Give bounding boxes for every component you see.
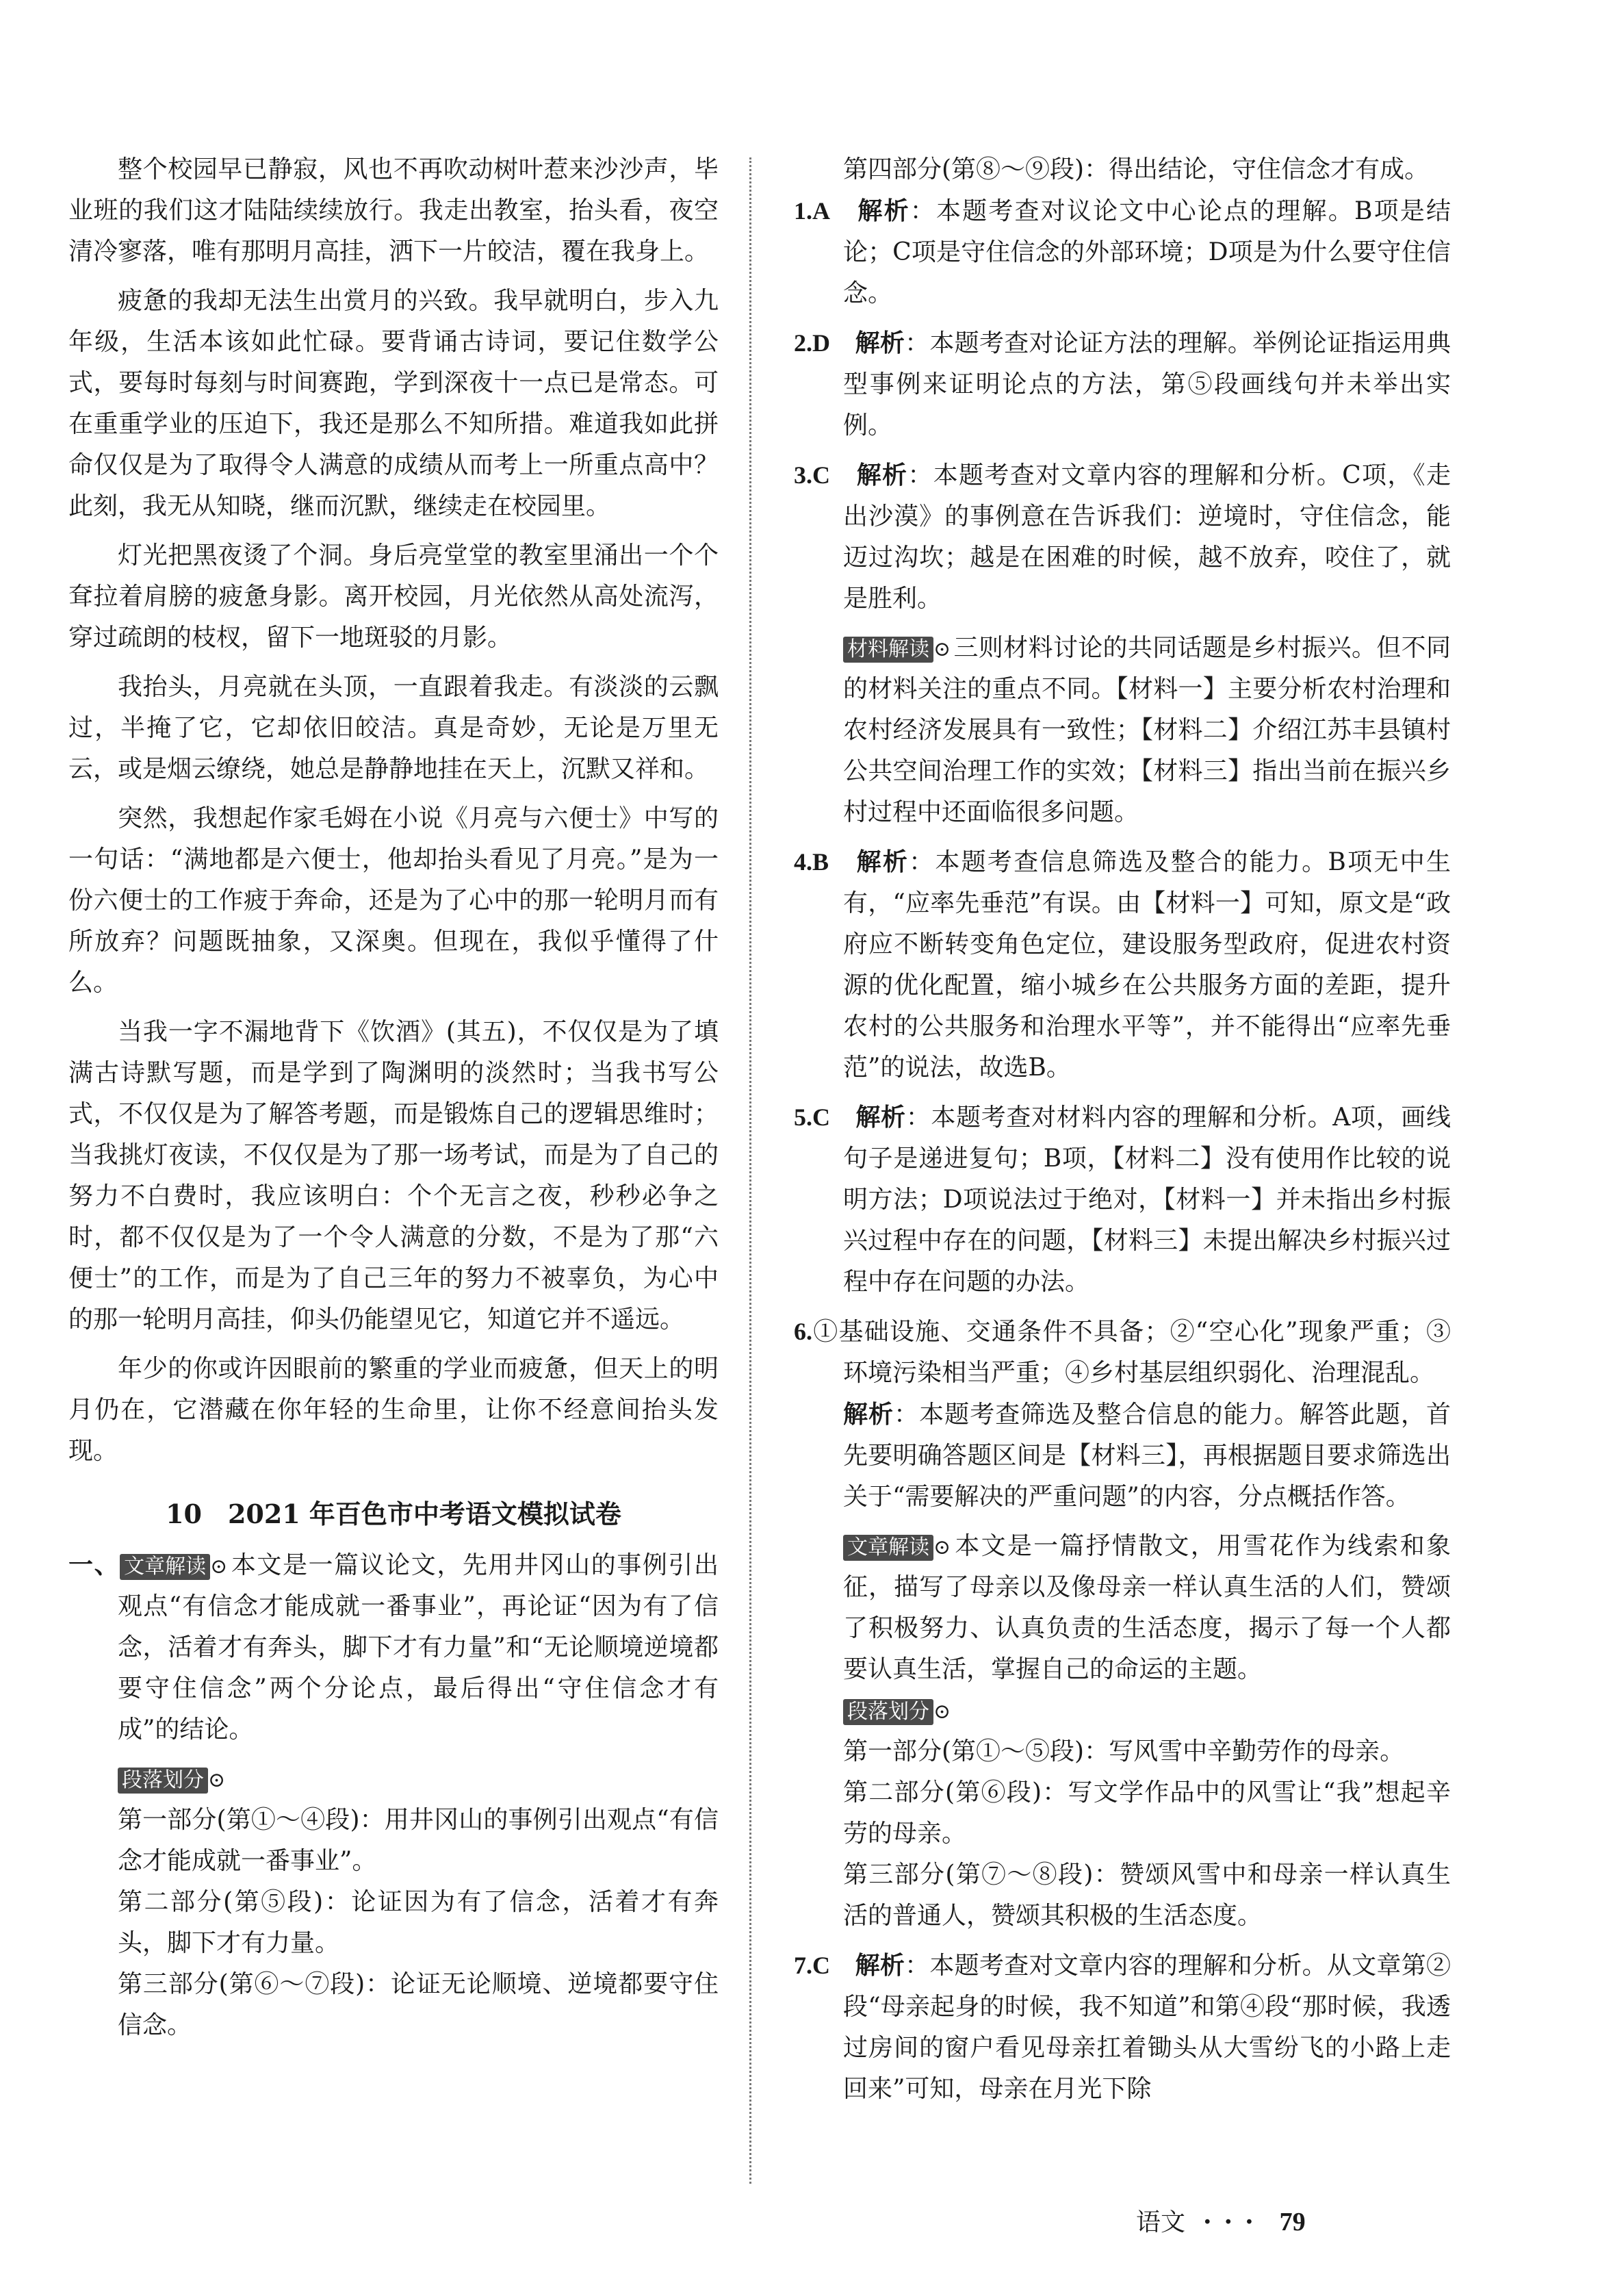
essay-paragraph-5: 突然，我想起作家毛姆在小说《月亮与六便士》中写的一句话：“满地都是六便士，他却抬头看见了月亮。”是为一份六便士的工作疲于奔命，还是为了心中的那一轮明月而有所放弃？问题既抽象，又深奥。但现在，我似乎懂得了什么。 (68, 804, 719, 997)
answer-1-number: 1.A (794, 197, 830, 225)
article-reading-1 (68, 1544, 719, 1750)
answer-4-text: ：本题考查信息筛选及整合的能力。B项无中生有，“应率先垂范”有误。由【材料一】可知，原文是“政府应不断转变角色定位，建设服务型政府，促进农村资源的优化配置，缩小城乡在公共服务方面的差距，提升农村的公共服务和治理水平等”，并不能得出“应率先垂范”的说法，故选B。 (843, 848, 1451, 1082)
essay-paragraph-2: 疲惫的我却无法生出赏月的兴致。我早就明白，步入九年级，生活本该如此忙碌。要背诵古诗词，要记住数学公式，要每时每刻与时间赛跑，学到深夜十一点已是常态。可在重重学业的压迫下，我还是那么不知所措。难道我如此拼命仅仅是为了取得令人满意的成绩从而考上一所重点高中？此刻，我无从知晓，继而沉默，继续走在校园里。 (68, 287, 719, 520)
answer-3-text: ：本题考查对文章内容的理解和分析。C项，《走出沙漠》的事例意在告诉我们：逆境时，守住信念，能迈过沟坎；越是在困难的时候，越不放弃，咬住了，就是胜利。 (843, 461, 1451, 613)
article-reading-tag: 文章解读 (843, 1535, 933, 1561)
article-reading-2-text: 本文是一篇抒情散文，用雪花作为线索和象征，描写了母亲以及像母亲一样认真生活的人们，赞颂了积极努力、认真负责的生活态度，揭示了每一个人都要认真生活，掌握自己的命运的主题。 (843, 1532, 1451, 1683)
answer-4 (794, 841, 1451, 1088)
footer-subject: 语文 (1136, 2208, 1186, 2236)
column-divider (749, 157, 751, 2184)
essay-paragraph-6: 当我一字不漏地背下《饮酒》(其五)，不仅仅是为了填满古诗默写题，而是学到了陶渊明的淡然时；当我书写公式，不仅仅是为了解答考题，而是锻炼自己的逻辑思维时；当我挑灯夜读，不仅仅是为了那一场考试，而是为了自己的努力不白费时，我应该明白：个个无言之夜，秒秒必争之时，都不仅仅是为了一个令人满意的分数，不是为了那“六便士”的工作，而是为了自己三年的努力不被辜负，为心中的那一轮明月高挂，仰头仍能望见它，知道它并不遥远。 (68, 1018, 719, 1334)
answer-6-number: 6. (794, 1318, 812, 1345)
paragraph-division-header (68, 1759, 719, 1800)
part-one-label: 一、 (68, 1551, 120, 1579)
answer-2 (794, 322, 1451, 446)
analysis-label: 解析 (856, 461, 908, 489)
answer-7-number: 7.C (794, 1952, 830, 1979)
section-title: 10 2021 年百色市中考语文模拟试卷 (166, 1498, 621, 1529)
page-footer (1136, 2206, 1306, 2239)
analysis-label: 解析 (843, 1400, 894, 1429)
essay-paragraph-3: 灯光把黑夜烫了个洞。身后亮堂堂的教室里涌出一个个耷拉着肩膀的疲惫身影。离开校园，月光依然从高处流泻，穿过疏朗的枝杈，留下一地斑驳的月影。 (68, 541, 719, 652)
division2-part-2: 第二部分(第⑥段)：写文学作品中的风雪让“我”想起辛劳的母亲。 (843, 1778, 1451, 1848)
paragraph-division-tag: 段落划分 (843, 1699, 933, 1725)
division2-part-3: 第三部分(第⑦～⑧段)：赞颂风雪中和母亲一样认真生活的普通人，赞颂其积极的生活态度。 (843, 1861, 1451, 1930)
answer-7 (794, 1945, 1451, 2110)
answer-5-number: 5.C (794, 1104, 830, 1131)
analysis-label: 解析 (855, 1103, 906, 1132)
answer-6-analysis (794, 1394, 1451, 1518)
material-reading-tag: 材料解读 (843, 637, 933, 663)
arrow-circle-icon: ⊙ (210, 1555, 228, 1579)
right-column (794, 149, 1451, 2110)
analysis-label: 解析 (855, 329, 905, 357)
answer-6 (794, 1311, 1451, 1394)
article-reading-text: 本文是一篇议论文，先用井冈山的事例引出观点“有信念才能成就一番事业”，再论证“因为有了信念，活着才有奔头，脚下才有力量”和“无论顺境逆境都要守住信念”两个分论点，最后得出“守住信念才有成”的结论。 (118, 1551, 719, 1744)
analysis-label: 解析 (856, 847, 909, 876)
arrow-circle-icon: ⊙ (933, 1700, 951, 1724)
essay-paragraph-4: 我抬头，月亮就在头顶，一直跟着我走。有淡淡的云飘过，半掩了它，它却依旧皎洁。真是奇妙，无论是万里无云，或是烟云缭绕，她总是静静地挂在天上，沉默又祥和。 (68, 673, 719, 783)
article-reading-tag: 文章解读 (120, 1554, 210, 1580)
analysis-label: 解析 (855, 1951, 905, 1980)
answer-5-text: ：本题考查对材料内容的理解和分析。A项，画线句子是递进复句；B项，【材料二】没有使用作比较的说明方法；D项说法过于绝对，【材料一】并未指出乡村振兴过程中存在的问题，【材料三】未提出解决乡村振兴过程中存在问题的办法。 (843, 1104, 1451, 1296)
answer-5 (794, 1097, 1451, 1303)
page-number: 79 (1279, 2208, 1306, 2236)
article-reading-2 (794, 1526, 1451, 1690)
answer-3-number: 3.C (794, 461, 830, 489)
left-column (68, 149, 719, 2046)
answer-6-answer: ①基础设施、交通条件不具备；②“空心化”现象严重；③环境污染相当严重；④乡村基层组织弱化、治理混乱。 (812, 1318, 1451, 1387)
paragraph-division-header-2 (794, 1690, 1451, 1731)
answer-2-text: ：本题考查对论证方法的理解。举例论证指运用典型事例来证明论点的方法，第⑤段画线句并未举出实例。 (843, 329, 1451, 439)
paragraph-division-tag: 段落划分 (118, 1768, 208, 1794)
division-part-3: 第三部分(第⑥～⑦段)：论证无论顺境、逆境都要守住信念。 (118, 1970, 719, 2039)
arrow-circle-icon: ⊙ (933, 1535, 951, 1559)
division-part-2: 第二部分(第⑤段)：论证因为有了信念，活着才有奔头，脚下才有力量。 (118, 1888, 719, 1957)
material-reading-text: 三则材料讨论的共同话题是乡村振兴。但不同的材料关注的重点不同。【材料一】主要分析农村治理和农村经济发展具有一致性；【材料二】介绍江苏丰县镇村公共空间治理工作的实效；【材料三】指出当前在振兴乡村过程中还面临很多问题。 (843, 634, 1451, 826)
answer-3 (794, 455, 1451, 620)
division2-part-1: 第一部分(第①～⑤段)：写风雪中辛勤劳作的母亲。 (843, 1737, 1405, 1765)
division-part-4: 第四部分(第⑧～⑨段)：得出结论，守住信念才有成。 (843, 155, 1430, 183)
essay-paragraph-1: 整个校园早已静寂，风也不再吹动树叶惹来沙沙声，毕业班的我们这才陆陆续续放行。我走出教室，抬头看，夜空清冷寥落，唯有那明月高挂，洒下一片皎洁，覆在我身上。 (68, 155, 719, 266)
answer-2-number: 2.D (794, 329, 830, 357)
material-reading (794, 628, 1451, 833)
answer-4-number: 4.B (794, 848, 829, 876)
analysis-label: 解析 (857, 196, 910, 225)
arrow-circle-icon: ⊙ (208, 1768, 226, 1792)
answer-6-text: ：本题考查筛选及整合信息的能力。解答此题，首先要明确答题区间是【材料三】，再根据题目要求筛选出关于“需要解决的严重问题”的内容，分点概括作答。 (843, 1401, 1451, 1511)
footer-dots: ··· (1203, 2208, 1266, 2236)
answer-1 (794, 190, 1451, 314)
arrow-circle-icon: ⊙ (933, 637, 951, 661)
answer-7-text: ：本题考查对文章内容的理解和分析。从文章第②段“母亲起身的时候，我不知道”和第④段“那时候，我透过房间的窗户看见母亲扛着锄头从大雪纷飞的小路上走回来”可知，母亲在月光下除 (843, 1952, 1451, 2103)
division-part-1: 第一部分(第①～④段)：用井冈山的事例引出观点“有信念才能成就一番事业”。 (118, 1806, 719, 1875)
essay-paragraph-7: 年少的你或许因眼前的繁重的学业而疲惫，但天上的明月仍在，它潜藏在你年轻的生命里，让你不经意间抬头发现。 (68, 1355, 719, 1465)
answer-1-text: ：本题考查对议论文中心论点的理解。B项是结论；C项是守住信念的外部环境；D项是为什么要守住信念。 (843, 197, 1451, 307)
